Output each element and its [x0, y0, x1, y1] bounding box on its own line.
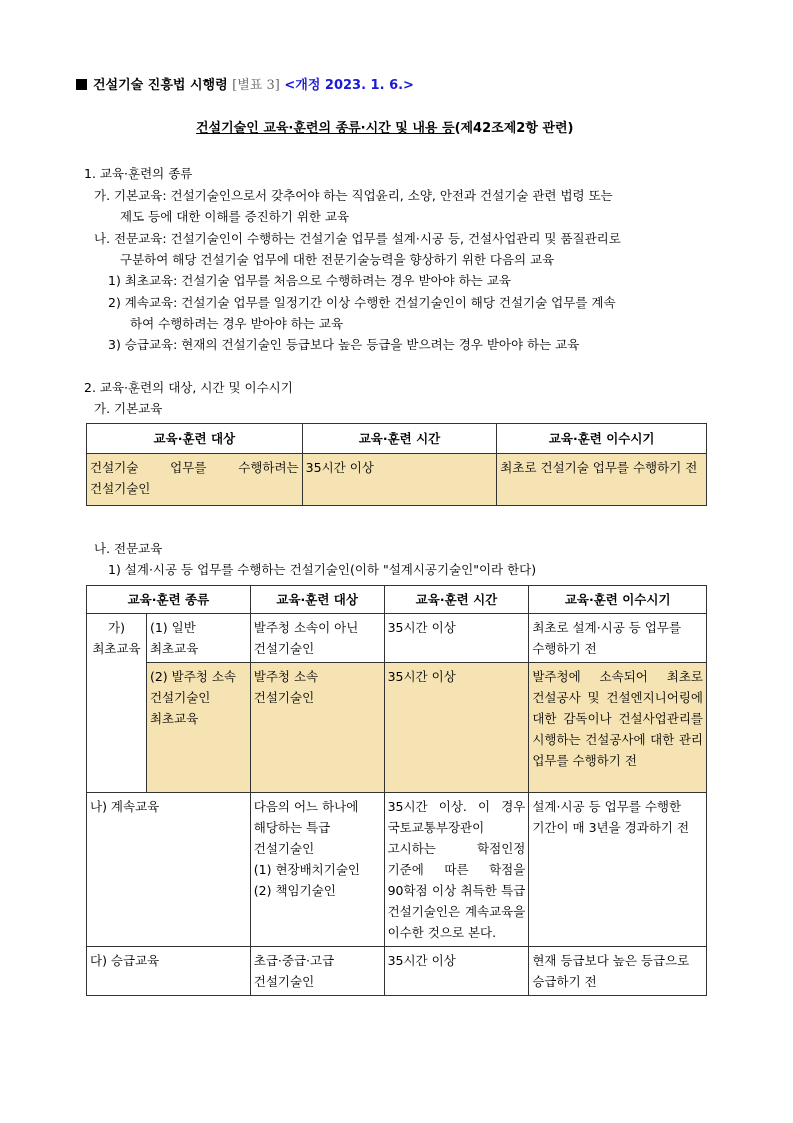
item-basic-label: 가. 기본교육:: [94, 188, 167, 203]
target-item: (2) 책임기술인: [253, 883, 336, 898]
target-item: (1) 현장배치기술인: [253, 862, 360, 877]
column-header: 교육·훈련 이수시기: [497, 424, 707, 454]
target-cell: [250, 793, 384, 947]
timing-cell: 최초로 건설기술 업무를 수행하기 전: [497, 454, 707, 506]
law-name: 건설기술 진흥법 시행령: [93, 78, 228, 93]
timing-cell: 현재 등급보다 높은 등급으로 승급하기 전: [529, 947, 707, 996]
target-intro: 다음의 어느 하나에 해당하는 특급 건설기술인: [253, 799, 359, 856]
item-professional-line2: 구분하여 해당 건설기술 업무에 대한 전문기술능력을 향상하기 위한 다음의 교육: [120, 252, 555, 267]
item-basic-line2: 제도 등에 대한 이해를 증진하기 위한 교육: [120, 209, 350, 224]
basic-education-table: [86, 423, 707, 506]
column-header: 교육·훈련 대상: [87, 424, 303, 454]
column-header: 교육·훈련 대상: [250, 586, 384, 614]
title-related: (제42조제2항 관련): [454, 121, 574, 136]
type-cell: (2) 발주청 소속 건설기술인 최초교육: [146, 663, 250, 793]
basic-education-heading: 가. 기본교육: [94, 401, 163, 416]
target-cell: 건설기술 업무를 수행하려는 건설기술인: [87, 454, 303, 506]
subitem-initial: 1) 최초교육: 건설기술 업무를 처음으로 수행하려는 경우 받아야 하는 교육: [108, 273, 511, 288]
table-row: [87, 663, 707, 793]
hours-cell: 35시간 이상. 이 경우 국토교통부장관이 고시하는 학점인정 기준에 따른 학점을 90학점 이상 취득한 특급 건설기술인은 계속교육을 이수한 것으로 본다.: [384, 793, 529, 947]
hours-cell: 35시간 이상: [302, 454, 497, 506]
professional-education-table: [86, 585, 707, 996]
column-header: 교육·훈련 이수시기: [529, 586, 707, 614]
column-header: 교육·훈련 종류: [87, 586, 251, 614]
section1-heading: 1. 교육·훈련의 종류: [84, 166, 193, 181]
item-basic-text: 건설기술인으로서 갖추어야 하는 직업윤리, 소양, 안전과 건설기술 관련 법령 또는: [170, 188, 613, 203]
type-cell: 나) 계속교육: [87, 793, 251, 947]
table-row: [87, 947, 707, 996]
timing-cell: 설계·시공 등 업무를 수행한 기간이 매 3년을 경과하기 전: [529, 793, 707, 947]
column-header: 교육·훈련 시간: [302, 424, 497, 454]
column-header: 교육·훈련 시간: [384, 586, 529, 614]
professional-education-subheading: 1) 설계·시공 등 업무를 수행하는 건설기술인(이하 "설계시공기술인"이라 한다): [108, 562, 537, 577]
item-professional-label: 나. 전문교육:: [94, 231, 167, 246]
table-row: [87, 793, 707, 947]
target-cell: 발주청 소속이 아닌 건설기술인: [250, 614, 384, 663]
title-main: 건설기술인 교육·훈련의 종류·시간 및 내용 등: [196, 121, 455, 136]
subitem-continuing-line1: 2) 계속교육: 건설기술 업무를 일정기간 이상 수행한 건설기술인이 해당 건설기술 업무를 계속: [108, 295, 616, 310]
subitem-continuing-line2: 하여 수행하려는 경우 받아야 하는 교육: [130, 316, 344, 331]
professional-education-heading: 나. 전문교육: [94, 541, 163, 556]
document-header: [76, 74, 414, 93]
hours-cell: 35시간 이상: [384, 614, 529, 663]
timing-cell: 발주청에 소속되어 최초로 건설공사 및 건설엔지니어링에 대한 감독이나 건설사업관리를 시행하는 건설공사에 대한 관리 업무를 수행하기 전: [529, 663, 707, 793]
revision-date: <개정 2023. 1. 6.>: [284, 78, 414, 93]
table-header-row: [87, 586, 707, 614]
timing-cell: 최초로 설계·시공 등 업무를 수행하기 전: [529, 614, 707, 663]
square-bullet-icon: [76, 79, 87, 90]
item-professional-text: 건설기술인이 수행하는 건설기술 업무를 설계·시공 등, 건설사업관리 및 품질관리로: [170, 231, 621, 246]
hours-cell: 35시간 이상: [384, 663, 529, 793]
target-cell: 발주청 소속 건설기술인: [250, 663, 384, 793]
table-header-row: [87, 424, 707, 454]
group-initial-education: 가) 최초교육: [87, 614, 147, 793]
document-title: [196, 117, 573, 136]
table-row: [87, 614, 707, 663]
type-cell: 다) 승급교육: [87, 947, 251, 996]
type-cell: (1) 일반 최초교육: [146, 614, 250, 663]
section2-heading: 2. 교육·훈련의 대상, 시간 및 이수시기: [84, 380, 293, 395]
target-cell: 초급·중급·고급 건설기술인: [250, 947, 384, 996]
subitem-promotion: 3) 승급교육: 현재의 건설기술인 등급보다 높은 등급을 받으려는 경우 받아야 하는 교육: [108, 337, 580, 352]
hours-cell: 35시간 이상: [384, 947, 529, 996]
item-basic-line1: [94, 187, 613, 205]
table-row: [87, 454, 707, 506]
item-professional-line1: [94, 230, 621, 248]
annex-label: [별표 3]: [232, 78, 280, 93]
